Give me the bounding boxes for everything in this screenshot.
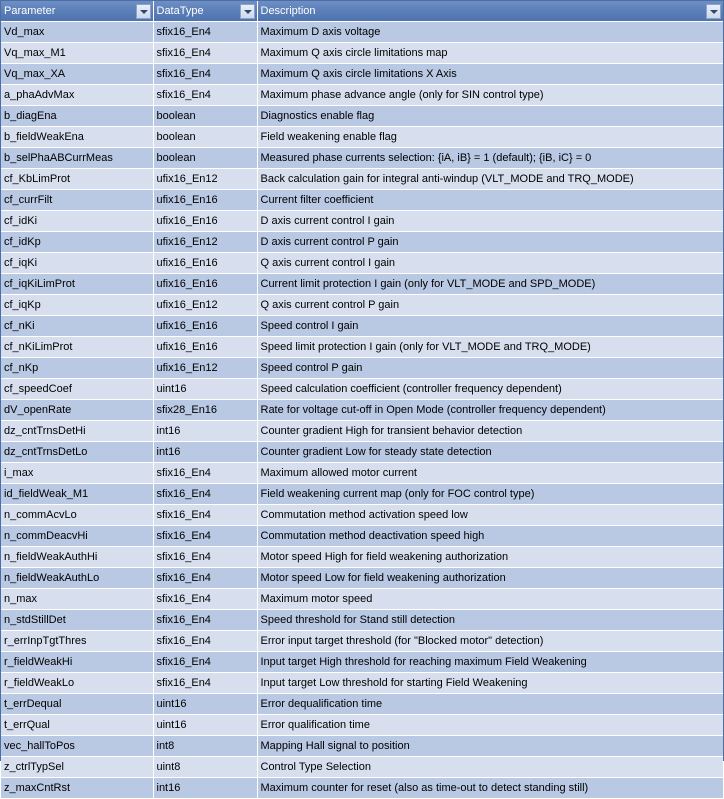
table-row[interactable] [1,715,723,736]
cell-datatype: ufix16_En12 [153,295,257,316]
cell-datatype: ufix16_En16 [153,274,257,295]
table-row[interactable] [1,106,723,127]
cell-datatype: uint16 [153,379,257,400]
cell-description: Maximum counter for reset (also as time-out to detect standing still) [257,778,723,799]
cell-parameter: b_diagEna [1,106,153,127]
cell-datatype: ufix16_En16 [153,211,257,232]
cell-datatype: sfix16_En4 [153,673,257,694]
column-header-datatype-label: DataType [156,5,204,17]
column-header-parameter-label: Parameter [4,5,56,17]
cell-description: Q axis current control P gain [257,295,723,316]
table-row[interactable] [1,442,723,463]
cell-description: Motor speed Low for field weakening authorization [257,568,723,589]
cell-description: Current filter coefficient [257,190,723,211]
cell-parameter: r_fieldWeakLo [1,673,153,694]
cell-datatype: sfix16_En4 [153,589,257,610]
cell-parameter: vec_hallToPos [1,736,153,757]
table-row[interactable] [1,43,723,64]
cell-datatype: uint8 [153,757,257,778]
cell-description: Speed control P gain [257,358,723,379]
cell-description: Input target Low threshold for starting Field Weakening [257,673,723,694]
cell-datatype: sfix16_En4 [153,43,257,64]
filter-dropdown-icon-parameter[interactable] [136,4,151,19]
chevron-down-icon [244,10,252,14]
cell-description: Current limit protection I gain (only for VLT_MODE and SPD_MODE) [257,274,723,295]
cell-description: Commutation method deactivation speed high [257,526,723,547]
cell-description: Speed control I gain [257,316,723,337]
cell-parameter: cf_currFilt [1,190,153,211]
header-row [1,1,723,22]
cell-datatype: uint16 [153,715,257,736]
filter-dropdown-icon-description[interactable] [706,4,721,19]
cell-description: Error input target threshold (for "Blocked motor" detection) [257,631,723,652]
table-row[interactable] [1,190,723,211]
table-row[interactable] [1,694,723,715]
table-body [1,22,723,799]
cell-parameter: cf_iqKiLimProt [1,274,153,295]
cell-datatype: boolean [153,127,257,148]
cell-datatype: sfix28_En16 [153,400,257,421]
cell-parameter: dV_openRate [1,400,153,421]
cell-description: D axis current control I gain [257,211,723,232]
cell-description: Rate for voltage cut-off in Open Mode (controller frequency dependent) [257,400,723,421]
table-row[interactable] [1,337,723,358]
table-row[interactable] [1,736,723,757]
table-row[interactable] [1,484,723,505]
cell-datatype: sfix16_En4 [153,631,257,652]
column-header-description-label: Description [260,5,316,17]
table-row[interactable] [1,253,723,274]
table-row[interactable] [1,547,723,568]
cell-datatype: ufix16_En16 [153,337,257,358]
cell-description: Control Type Selection [257,757,723,778]
table-row[interactable] [1,778,723,799]
table-row[interactable] [1,169,723,190]
table-row[interactable] [1,295,723,316]
cell-description: Motor speed High for field weakening authorization [257,547,723,568]
cell-parameter: b_fieldWeakEna [1,127,153,148]
chevron-down-icon [710,10,718,14]
table-row[interactable] [1,127,723,148]
column-header-parameter[interactable] [1,1,153,22]
cell-description: Back calculation gain for integral anti-windup (VLT_MODE and TRQ_MODE) [257,169,723,190]
cell-datatype: ufix16_En16 [153,253,257,274]
table-row[interactable] [1,421,723,442]
table-row[interactable] [1,148,723,169]
cell-parameter: cf_KbLimProt [1,169,153,190]
cell-datatype: sfix16_En4 [153,505,257,526]
cell-description: Mapping Hall signal to position [257,736,723,757]
cell-description: Diagnostics enable flag [257,106,723,127]
filter-dropdown-icon-datatype[interactable] [240,4,255,19]
cell-description: D axis current control P gain [257,232,723,253]
cell-datatype: sfix16_En4 [153,85,257,106]
cell-parameter: cf_nKp [1,358,153,379]
cell-parameter: Vq_max_M1 [1,43,153,64]
table-row[interactable] [1,631,723,652]
table-row[interactable] [1,757,723,778]
cell-parameter: dz_cntTrnsDetLo [1,442,153,463]
table-row[interactable] [1,568,723,589]
table-row[interactable] [1,400,723,421]
cell-parameter: b_selPhaABCurrMeas [1,148,153,169]
cell-description: Field weakening enable flag [257,127,723,148]
cell-parameter: cf_idKp [1,232,153,253]
cell-parameter: cf_iqKp [1,295,153,316]
cell-description: Maximum D axis voltage [257,22,723,43]
cell-description: Input target High threshold for reaching maximum Field Weakening [257,652,723,673]
table-row[interactable] [1,232,723,253]
cell-description: Q axis current control I gain [257,253,723,274]
cell-datatype: sfix16_En4 [153,526,257,547]
cell-datatype: sfix16_En4 [153,22,257,43]
cell-datatype: boolean [153,106,257,127]
table-row[interactable] [1,463,723,484]
table-row[interactable] [1,274,723,295]
table-row[interactable] [1,64,723,85]
cell-datatype: int16 [153,442,257,463]
cell-parameter: z_ctrlTypSel [1,757,153,778]
cell-parameter: cf_iqKi [1,253,153,274]
table-row[interactable] [1,610,723,631]
cell-description: Speed calculation coefficient (controller frequency dependent) [257,379,723,400]
cell-datatype: ufix16_En12 [153,232,257,253]
cell-description: Speed limit protection I gain (only for VLT_MODE and TRQ_MODE) [257,337,723,358]
table-row[interactable] [1,505,723,526]
cell-description: Error qualification time [257,715,723,736]
cell-parameter: a_phaAdvMax [1,85,153,106]
table-row[interactable] [1,211,723,232]
cell-datatype: sfix16_En4 [153,64,257,85]
column-header-datatype[interactable] [153,1,257,22]
cell-parameter: r_errInpTgtThres [1,631,153,652]
table-row[interactable] [1,316,723,337]
cell-datatype: sfix16_En4 [153,652,257,673]
cell-parameter: n_stdStillDet [1,610,153,631]
table-row[interactable] [1,526,723,547]
table-row[interactable] [1,652,723,673]
cell-description: Counter gradient High for transient behavior detection [257,421,723,442]
cell-parameter: t_errQual [1,715,153,736]
table-header [1,1,723,22]
column-header-description[interactable] [257,1,723,22]
cell-description: Counter gradient Low for steady state detection [257,442,723,463]
cell-parameter: cf_idKi [1,211,153,232]
cell-parameter: n_max [1,589,153,610]
cell-datatype: ufix16_En16 [153,190,257,211]
cell-datatype: int16 [153,421,257,442]
cell-datatype: sfix16_En4 [153,463,257,484]
cell-datatype: boolean [153,148,257,169]
chevron-down-icon [140,10,148,14]
cell-description: Measured phase currents selection: {iA, iB} = 1 (default); {iB, iC} = 0 [257,148,723,169]
cell-parameter: i_max [1,463,153,484]
table-row[interactable] [1,358,723,379]
cell-datatype: ufix16_En12 [153,169,257,190]
parameter-table [1,1,723,799]
cell-datatype: uint16 [153,694,257,715]
cell-parameter: r_fieldWeakHi [1,652,153,673]
cell-datatype: int8 [153,736,257,757]
cell-parameter: z_maxCntRst [1,778,153,799]
table-row[interactable] [1,589,723,610]
cell-datatype: sfix16_En4 [153,547,257,568]
cell-parameter: n_fieldWeakAuthLo [1,568,153,589]
cell-parameter: t_errDequal [1,694,153,715]
cell-description: Commutation method activation speed low [257,505,723,526]
cell-parameter: Vd_max [1,22,153,43]
cell-datatype: ufix16_En16 [153,316,257,337]
cell-datatype: sfix16_En4 [153,610,257,631]
cell-parameter: n_commAcvLo [1,505,153,526]
cell-description: Maximum phase advance angle (only for SIN control type) [257,85,723,106]
cell-parameter: n_commDeacvHi [1,526,153,547]
cell-description: Speed threshold for Stand still detection [257,610,723,631]
cell-description: Maximum Q axis circle limitations map [257,43,723,64]
cell-parameter: cf_nKi [1,316,153,337]
cell-parameter: n_fieldWeakAuthHi [1,547,153,568]
cell-description: Field weakening current map (only for FOC control type) [257,484,723,505]
cell-datatype: sfix16_En4 [153,484,257,505]
cell-parameter: cf_speedCoef [1,379,153,400]
cell-datatype: sfix16_En4 [153,568,257,589]
cell-description: Maximum Q axis circle limitations X Axis [257,64,723,85]
cell-parameter: id_fieldWeak_M1 [1,484,153,505]
cell-description: Maximum allowed motor current [257,463,723,484]
cell-description: Error dequalification time [257,694,723,715]
cell-parameter: dz_cntTrnsDetHi [1,421,153,442]
table-row[interactable] [1,85,723,106]
table-row[interactable] [1,22,723,43]
cell-parameter: cf_nKiLimProt [1,337,153,358]
table-row[interactable] [1,379,723,400]
cell-datatype: ufix16_En12 [153,358,257,379]
table-row[interactable] [1,673,723,694]
cell-parameter: Vq_max_XA [1,64,153,85]
cell-description: Maximum motor speed [257,589,723,610]
cell-datatype: int16 [153,778,257,799]
